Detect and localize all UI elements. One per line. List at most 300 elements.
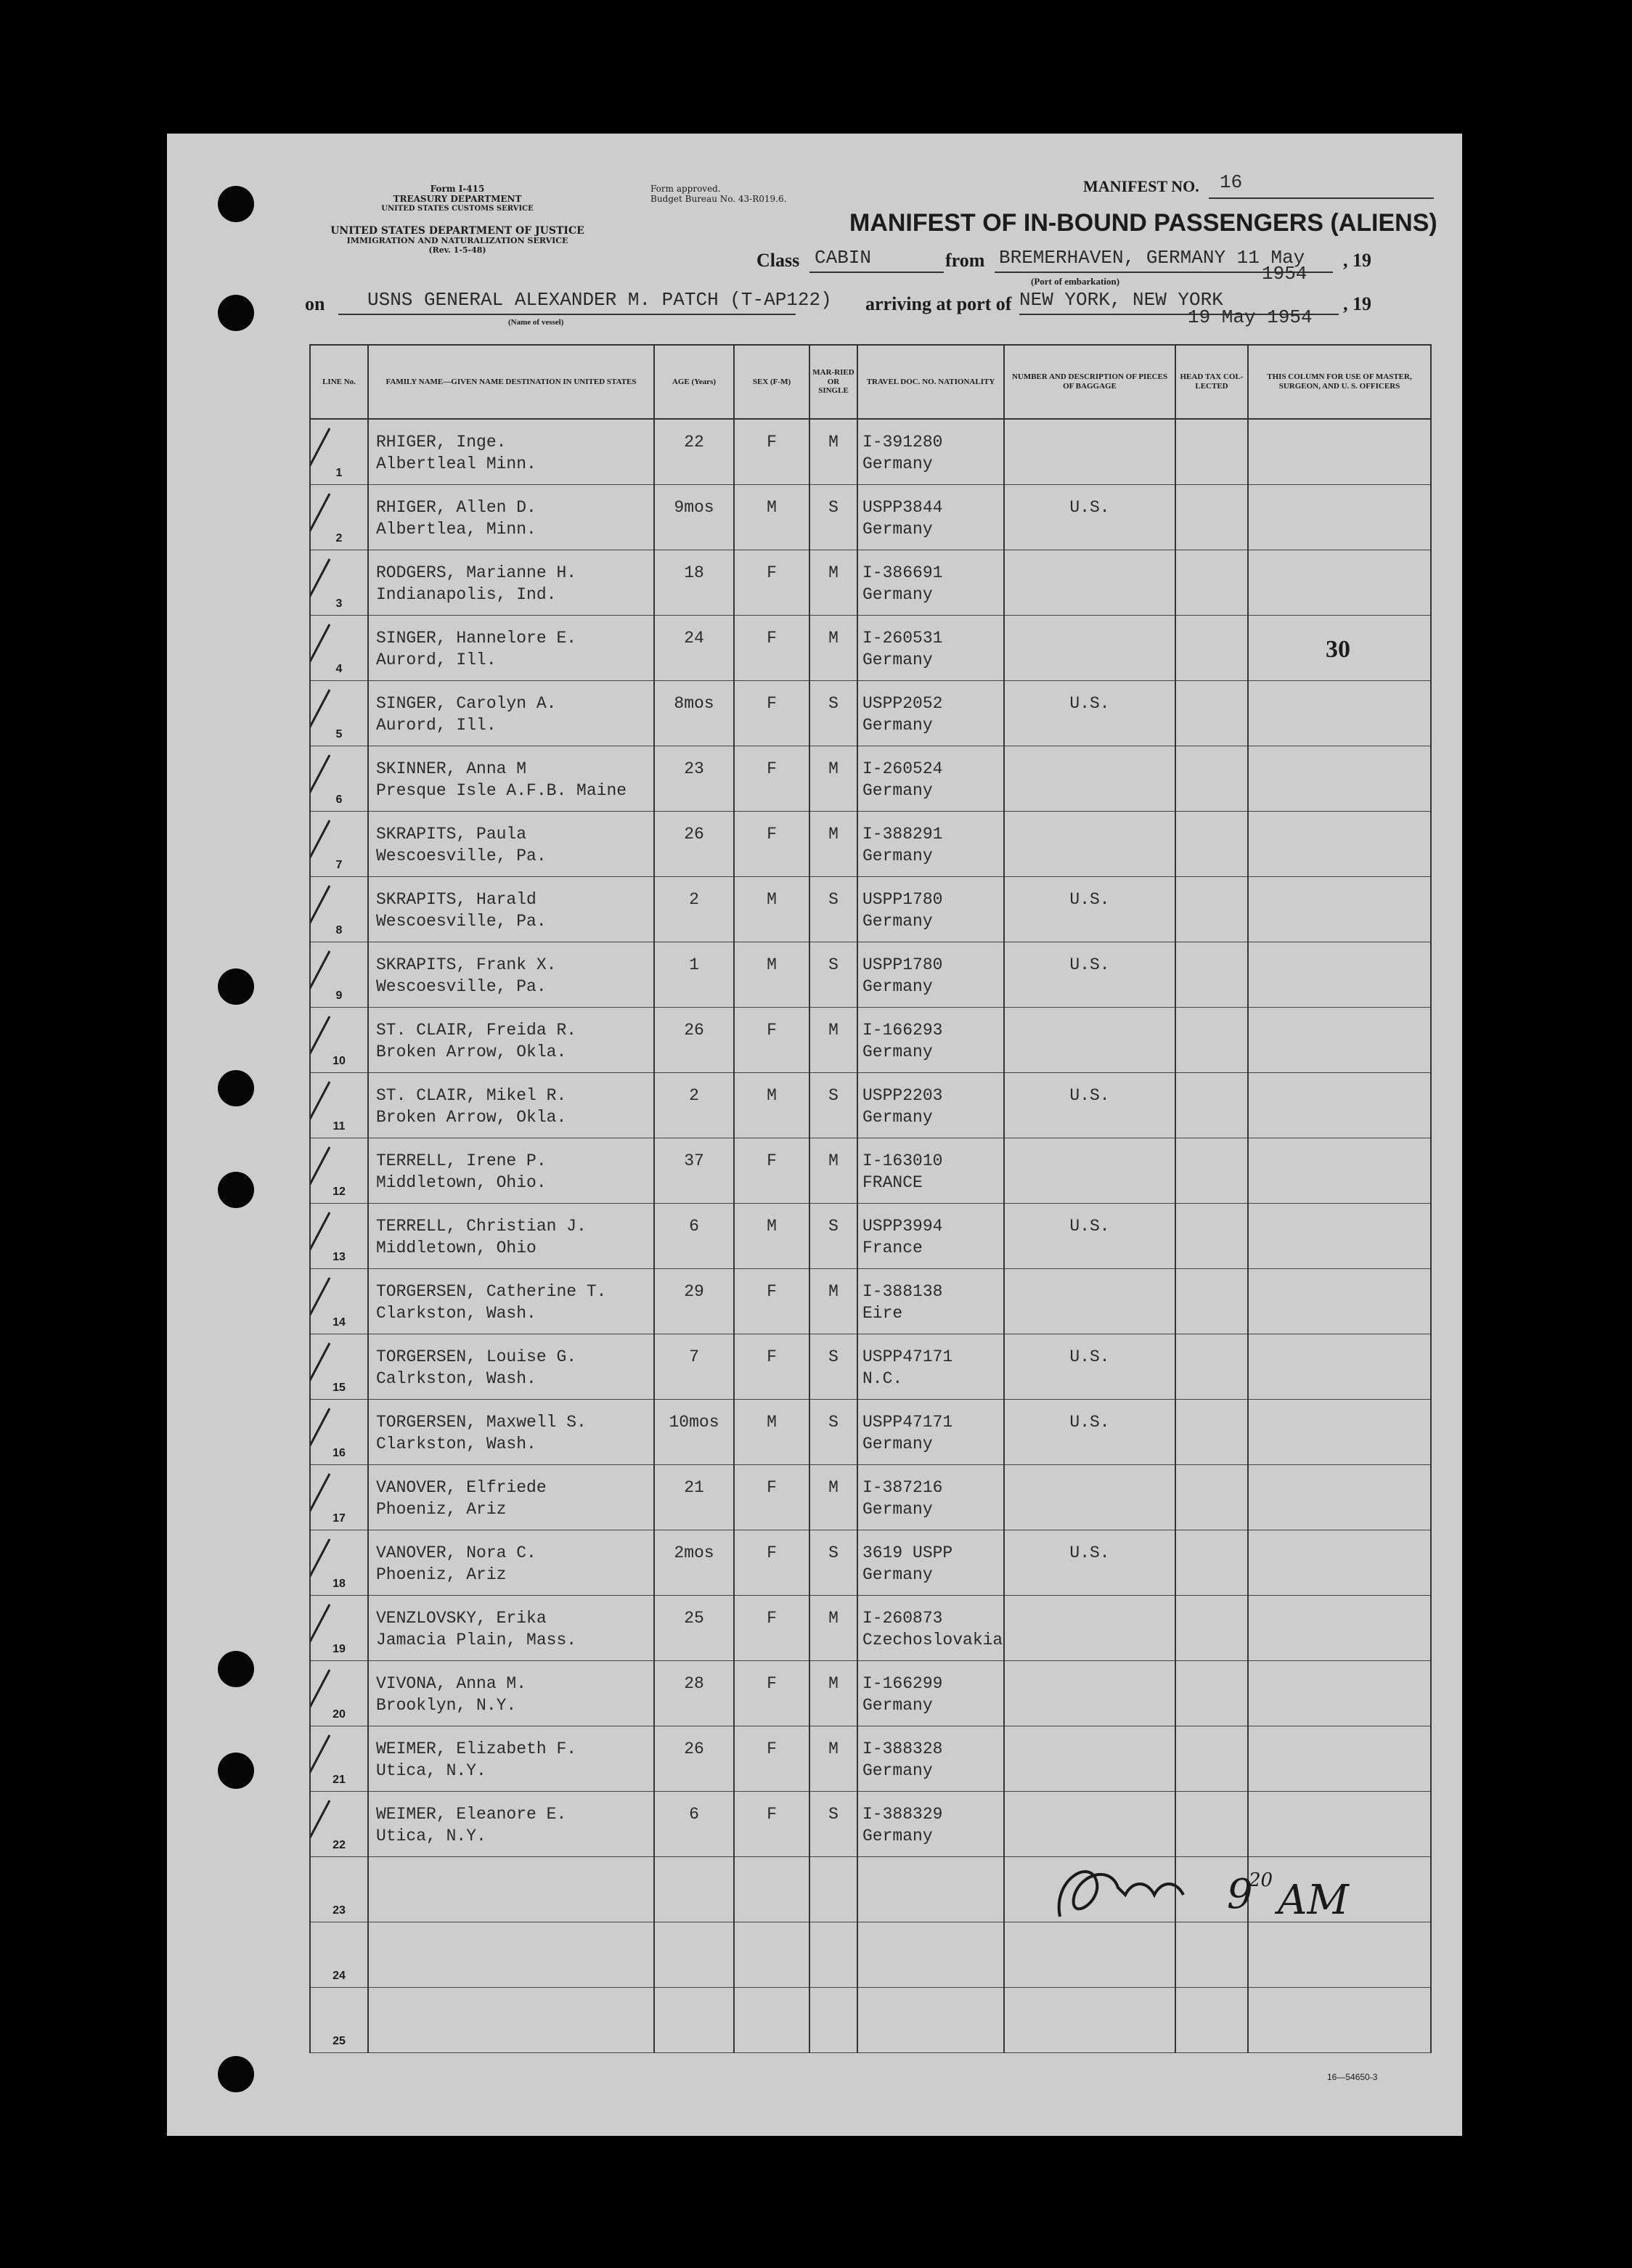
destination: Indianapolis, Ind. [376,585,557,604]
baggage-cell [1004,1661,1175,1726]
doc-cell [857,485,1004,550]
table-row [310,1530,1431,1596]
age-cell [654,1269,734,1334]
marital-cell [809,1465,857,1530]
age-cell [654,877,734,942]
age: 21 [684,1478,704,1497]
table-row [310,550,1431,616]
doc-cell [857,1073,1004,1138]
table-row [310,1596,1431,1661]
svg-text:20: 20 [1249,1869,1273,1891]
line-number: 7 [335,859,343,871]
marital-cell [809,550,857,616]
destination: Broken Arrow, Okla. [376,1043,567,1061]
age-cell [654,616,734,681]
column-header: TRAVEL DOC. NO. NATIONALITY [857,345,1004,419]
head-tax-cell [1175,616,1248,681]
head-tax-cell [1175,812,1248,877]
head-tax-cell [1175,1008,1248,1073]
marital-status: S [828,694,839,713]
baggage: U.S. [1069,1086,1110,1105]
treasury-dept: TREASURY DEPARTMENT [393,193,522,204]
manifest-number-label: MANIFEST NO. [1083,177,1199,195]
name-cell [368,1334,654,1400]
destination: Albertleal Minn. [376,454,536,473]
marital-cell [809,1138,857,1204]
baggage [1005,812,1175,823]
sex: F [767,759,777,778]
sex-cell [734,1596,809,1661]
table-row [310,1138,1431,1204]
passenger-name: SKRAPITS, Frank X. [376,955,557,974]
officer-use-cell [1248,746,1431,812]
line-number: 4 [335,663,343,675]
marital-status: M [828,759,839,778]
passenger-name: WEIMER, Eleanore E. [376,1805,567,1824]
name-cell [368,812,654,877]
name-cell [368,1726,654,1792]
name-cell [368,877,654,942]
name-cell [368,1988,654,2053]
doc-cell [857,1204,1004,1269]
nationality: Germany [862,781,933,800]
marital-cell [809,942,857,1008]
name-cell [368,1073,654,1138]
name-cell [368,1922,654,1988]
sex-cell [734,550,809,616]
doc-cell [857,942,1004,1008]
age [655,1988,733,1999]
travel-doc-number: USPP2052 [862,694,943,713]
line-cell [310,877,368,942]
sex: F [767,1478,777,1497]
form-agency-block [348,184,566,213]
name-cell [368,1204,654,1269]
doc-cell [857,1465,1004,1530]
sex-cell [734,1857,809,1922]
destination: Broken Arrow, Okla. [376,1108,567,1127]
sex-cell [734,812,809,877]
marital-status: M [828,1609,839,1628]
age: 8mos [674,694,714,713]
arriving-port: NEW YORK, NEW YORK [1019,289,1223,311]
baggage-cell [1004,1465,1175,1530]
column-header: NUMBER AND DESCRIPTION OF PIECES OF BAGGAGE [1004,345,1175,419]
name-cell [368,1400,654,1465]
baggage-cell [1004,1204,1175,1269]
head-tax-cell [1175,746,1248,812]
age: 10mos [669,1413,719,1432]
officer-use-cell [1248,1073,1431,1138]
nationality: Germany [862,1435,933,1453]
table-row [310,681,1431,746]
line-cell [310,550,368,616]
doc-cell [857,1138,1004,1204]
line-number: 24 [332,1970,346,1982]
passenger-name: SKINNER, Anna M [376,759,527,778]
sex-cell [734,1138,809,1204]
passenger-name: SINGER, Hannelore E. [376,629,577,648]
line-cell [310,1596,368,1661]
baggage: U.S. [1069,694,1110,713]
age-cell [654,419,734,485]
travel-doc-number: USPP3994 [862,1217,943,1236]
sex: M [767,498,777,517]
passenger-name: WEIMER, Elizabeth F. [376,1739,577,1758]
name-cell [368,550,654,616]
line-number: 17 [332,1512,346,1525]
age-cell [654,1400,734,1465]
baggage [1005,1726,1175,1738]
destination: Middletown, Ohio [376,1239,536,1257]
officer-use-cell [1248,1008,1431,1073]
travel-doc-number: I-391280 [862,433,943,452]
passenger-name: RHIGER, Allen D. [376,498,536,517]
age-cell [654,1138,734,1204]
marital-status: M [828,629,839,648]
nationality: N.C. [862,1369,903,1388]
sex-cell [734,877,809,942]
doc-cell [857,1792,1004,1857]
officer-use-cell [1248,1465,1431,1530]
baggage-cell [1004,746,1175,812]
age-cell [654,550,734,616]
vessel-line [338,314,796,315]
nationality: Germany [862,520,933,539]
baggage [1005,1138,1175,1150]
marital-cell [809,1008,857,1073]
age-cell [654,1008,734,1073]
line-number: 9 [335,990,343,1002]
officer-use-cell [1248,419,1431,485]
sex-cell [734,1204,809,1269]
marital-status: S [828,1413,839,1432]
passenger-name: TERRELL, Irene P. [376,1151,547,1170]
binder-hole [218,1070,254,1106]
baggage [1005,746,1175,758]
manifest-title: MANIFEST OF IN-BOUND PASSENGERS (ALIENS) [849,209,1437,237]
binder-hole [218,968,254,1005]
binder-hole [218,186,254,222]
column-header: HEAD TAX COL-LECTED [1175,345,1248,419]
marital-status: M [828,1282,839,1301]
table-header-row [310,345,1431,419]
officer-use-cell [1248,1400,1431,1465]
line-cell [310,1792,368,1857]
baggage: U.S. [1069,955,1110,974]
marital-cell [809,1204,857,1269]
line-number: 8 [335,924,343,937]
baggage [1005,550,1175,562]
marital-cell [809,1792,857,1857]
travel-doc-number: I-260531 [862,629,943,648]
age: 25 [684,1609,704,1628]
sex-cell [734,746,809,812]
nationality: Eire [862,1304,903,1323]
sex: F [767,1347,777,1366]
name-cell [368,681,654,746]
name-cell [368,419,654,485]
line-cell [310,1334,368,1400]
binder-hole [218,295,254,331]
on-label: on [305,293,325,314]
marital-status: S [828,1805,839,1824]
doc-cell [857,1922,1004,1988]
age-cell [654,1726,734,1792]
table-row [310,1008,1431,1073]
class-line [809,272,944,273]
manifest-number-line [1209,197,1434,199]
baggage [1005,1661,1175,1673]
travel-doc-number: I-166293 [862,1021,943,1040]
nationality: Germany [862,585,933,604]
marital-cell [809,681,857,746]
age: 7 [689,1347,699,1366]
line-cell [310,746,368,812]
form-revision: (Rev. 1-5-48) [428,245,486,255]
marital-status: S [828,1217,839,1236]
destination: Phoeniz, Ariz [376,1565,507,1584]
destination: Albertlea, Minn. [376,520,536,539]
travel-doc-number: I-166299 [862,1674,943,1693]
line-number: 16 [332,1447,346,1459]
name-cell [368,746,654,812]
doc-cell [857,681,1004,746]
line-number: 14 [332,1316,346,1329]
line-number: 1 [335,467,343,479]
binder-hole [218,1651,254,1687]
baggage-cell [1004,1596,1175,1661]
passenger-name: VANOVER, Nora C. [376,1543,536,1562]
passenger-name: VENZLOVSKY, Erika [376,1609,547,1628]
sex-cell [734,1073,809,1138]
class-value: CABIN [815,247,872,269]
sex-cell [734,1008,809,1073]
passenger-name: RODGERS, Marianne H. [376,563,577,582]
sex: F [767,1021,777,1040]
marital-cell [809,1530,857,1596]
vessel-name: USNS GENERAL ALEXANDER M. PATCH (T-AP122) [367,289,832,311]
age: 1 [689,955,699,974]
passenger-name: ST. CLAIR, Freida R. [376,1021,577,1040]
officer-use-cell [1248,681,1431,746]
passenger-name: TORGERSEN, Louise G. [376,1347,577,1366]
doc-cell [857,746,1004,812]
table-row [310,942,1431,1008]
baggage-cell [1004,1792,1175,1857]
marital-cell [809,1269,857,1334]
travel-doc-number: I-386691 [862,563,943,582]
age: 2 [689,1086,699,1105]
age: 26 [684,1021,704,1040]
line-number: 2 [335,532,343,544]
head-tax-cell [1175,1269,1248,1334]
passenger-name: VANOVER, Elfriede [376,1478,547,1497]
baggage [1005,1269,1175,1281]
travel-doc-number: I-388329 [862,1805,943,1824]
baggage: U.S. [1069,1217,1110,1236]
sex-cell [734,1792,809,1857]
marital-status: M [828,1674,839,1693]
destination: Wescoesville, Pa. [376,847,547,865]
marital-status: S [828,1347,839,1366]
baggage-cell [1004,1334,1175,1400]
doc-cell [857,419,1004,485]
year-above: 1954 [1262,263,1307,285]
line-cell [310,616,368,681]
head-tax-cell [1175,1138,1248,1204]
destination: Utica, N.Y. [376,1827,486,1845]
port-caption: (Port of embarkation) [1031,276,1120,287]
sex-cell [734,1922,809,1988]
baggage-cell [1004,1400,1175,1465]
sex-cell [734,1400,809,1465]
officer-use-cell [1248,485,1431,550]
form-approved-text: Form approved. [650,184,721,194]
passenger-table [309,344,1432,2053]
line-cell [310,812,368,877]
head-tax-cell [1175,419,1248,485]
line-cell [310,1857,368,1922]
sex-cell [734,1988,809,2053]
form-number: Form I-415 [430,184,485,194]
destination: Presque Isle A.F.B. Maine [376,781,627,800]
sex: F [767,1151,777,1170]
marital-cell [809,1596,857,1661]
head-tax-cell [1175,1661,1248,1726]
manifest-page [167,134,1462,2136]
sex: M [767,1086,777,1105]
destination: Aurord, Ill. [376,716,497,735]
nationality: Germany [862,847,933,865]
travel-doc-number: USPP3844 [862,498,943,517]
line-cell [310,485,368,550]
baggage-cell [1004,877,1175,942]
nationality: Czechoslovakia [862,1631,1003,1649]
marital-cell [809,746,857,812]
doc-cell [857,1726,1004,1792]
travel-doc-number: USPP1780 [862,890,943,909]
line-cell [310,1988,368,2053]
marital-status: M [828,1151,839,1170]
age-cell [654,681,734,746]
head-tax-cell [1175,1530,1248,1596]
from-label: from [945,250,985,271]
age-cell [654,1204,734,1269]
age-cell [654,1073,734,1138]
sex: F [767,825,777,844]
column-header: THIS COLUMN FOR USE OF MASTER, SURGEON, AND U. S. OFFICERS [1248,345,1431,419]
age: 9mos [674,498,714,517]
nationality: Germany [862,912,933,931]
doc-cell [857,877,1004,942]
line-cell [310,942,368,1008]
line-number: 12 [332,1186,346,1198]
travel-doc-number: I-388138 [862,1282,943,1301]
passenger-name: TERRELL, Christian J. [376,1217,587,1236]
sex: F [767,629,777,648]
table-row [310,1465,1431,1530]
age-cell [654,1988,734,2053]
column-header: AGE (Years) [654,345,734,419]
line-number: 11 [332,1120,346,1133]
table-row [310,1073,1431,1138]
age-cell [654,746,734,812]
head-tax-cell [1175,1988,1248,2053]
sex-cell [734,485,809,550]
baggage: U.S. [1069,1413,1110,1432]
name-cell [368,1465,654,1530]
sex: F [767,1805,777,1824]
line-number: 22 [332,1839,346,1851]
marital-cell [809,616,857,681]
marital-status: M [828,825,839,844]
destination: Clarkston, Wash. [376,1304,536,1323]
age: 26 [684,1739,704,1758]
marital-cell [809,1922,857,1988]
baggage: U.S. [1069,1543,1110,1562]
svg-text:9: 9 [1227,1871,1253,1918]
baggage-cell [1004,419,1175,485]
name-cell [368,1008,654,1073]
sex: M [767,1217,777,1236]
marital-cell [809,1857,857,1922]
name-cell [368,616,654,681]
age: 18 [684,563,704,582]
doc-cell [857,1334,1004,1400]
table-row [310,1400,1431,1465]
sex: F [767,1609,777,1628]
side-note: 30 [1326,636,1350,663]
nationality: Germany [862,1500,933,1519]
officer-use-cell [1248,1726,1431,1792]
sex-cell [734,1530,809,1596]
name-cell [368,1792,654,1857]
line-number: 13 [332,1251,346,1263]
head-tax-cell [1175,1334,1248,1400]
doc-cell [857,1988,1004,2053]
officer-use-cell [1248,1530,1431,1596]
age-cell [654,1530,734,1596]
nationality: FRANCE [862,1173,923,1192]
age-cell [654,1661,734,1726]
head-tax-cell [1175,1726,1248,1792]
destination: Wescoesville, Pa. [376,912,547,931]
marital-cell [809,419,857,485]
sex: F [767,1543,777,1562]
doc-cell [857,812,1004,877]
officer-use-cell [1248,1596,1431,1661]
destination: Calrkston, Wash. [376,1369,536,1388]
doc-cell [857,1857,1004,1922]
travel-doc-number: I-388291 [862,825,943,844]
marital-status: M [828,1739,839,1758]
sex-cell [734,616,809,681]
destination: Phoeniz, Ariz [376,1500,507,1519]
nationality: Germany [862,454,933,473]
table-row [310,1334,1431,1400]
age: 6 [689,1217,699,1236]
line-number: 21 [332,1774,346,1786]
officer-use-cell [1248,1988,1431,2053]
age [655,1922,733,1934]
officer-use-cell [1248,812,1431,877]
marital-status: M [828,1478,839,1497]
line-cell [310,1008,368,1073]
baggage-cell [1004,942,1175,1008]
travel-doc-number: I-163010 [862,1151,943,1170]
table-row [310,1726,1431,1792]
